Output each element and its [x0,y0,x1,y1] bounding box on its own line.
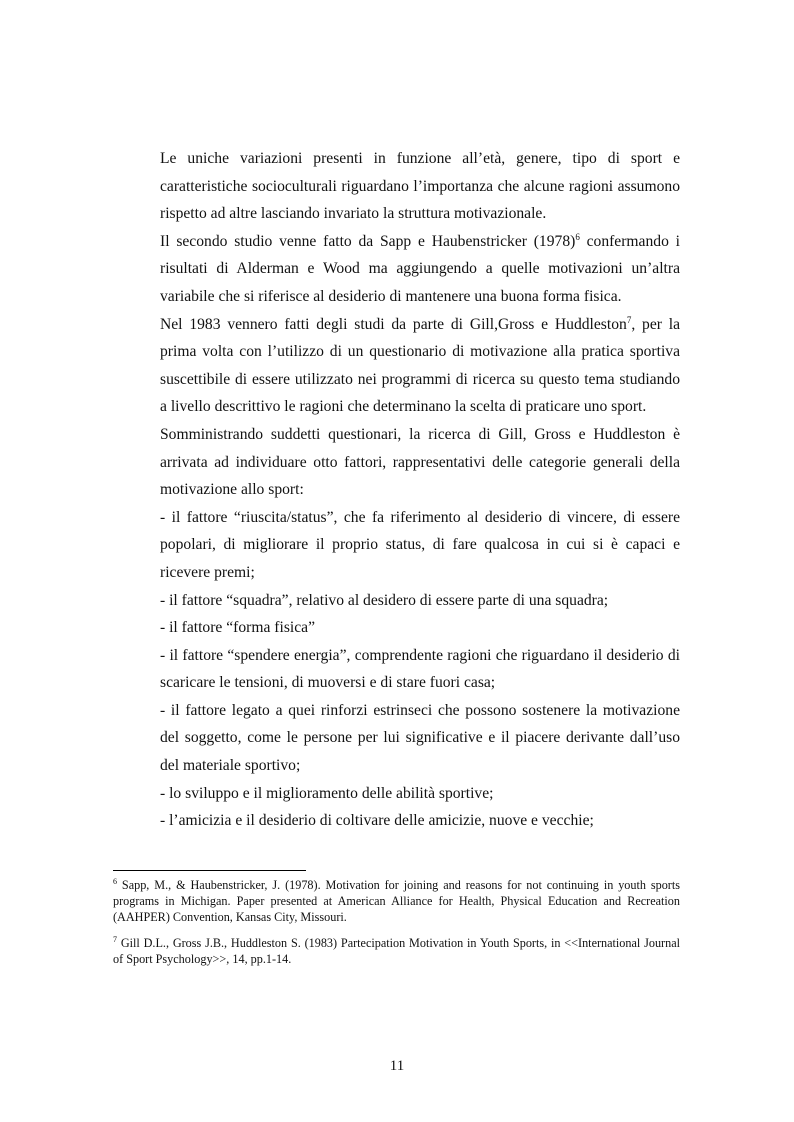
paragraph-text: , per la prima volta con l’utilizzo di un questionario di motivazione alla pratica sportiva suscettibile di essere utilizzato nei programmi di ricerca su questo tema studiando a livello descrittivo le ragioni che determinano la scelta di praticare uno sport. [160,315,680,416]
footnote-text: Sapp, M., & Haubenstricker, J. (1978). Motivation for joining and reasons for not continuing in youth sports programs in Michigan. Paper presented at American Alliance for Health, Physical Education and Recreation (AAHPER) Convention, Kansas City, Missouri. [113,878,680,924]
paragraph-text: confermando i risultati di Alderman e Wood ma aggiungendo a quelle motivazioni un’altra variabile che si riferisce al desiderio di mantenere una buona forma fisica. [160,232,680,305]
footnote-ref-6[interactable]: 6 [575,231,580,242]
page-number: 11 [389,1058,405,1074]
footnote-number: 6 [113,876,117,886]
list-item-extrinsic: - il fattore legato a quei rinforzi estrinseci che possono sostenere la motivazione del soggetto, come le persone per lui significative e il piacere derivante dall’uso del materiale sportivo; [160,701,680,775]
paragraph-variations: Le uniche variazioni presenti in funzione all’età, genere, tipo di sport e caratteristiche socioculturali riguardano l’importanza che alcune ragioni assumono rispetto ad altre lasciando invariato la struttura motivazionale. [160,150,680,223]
footnote-number: 7 [113,934,117,944]
main-text [160,145,680,835]
list-item-status: - il fattore “riuscita/status”, che fa riferimento al desiderio di vincere, di essere popolari, di migliorare il proprio status, di fare qualcosa in cui si è capaci e ricevere premi; [160,508,680,581]
footnote-ref-7[interactable]: 7 [626,314,632,325]
list-item-team: - il fattore “squadra”, relativo al desidero di essere parte di una squadra; [160,591,609,609]
list-item-skills: - lo sviluppo e il miglioramento delle abilità sportive; [160,784,494,802]
paragraph-gill-study [160,311,680,421]
footnote-separator [113,870,306,871]
footnote-text: Gill D.L., Gross J.B., Huddleston S. (1983) Partecipation Motivation in Youth Sports, in <<International Journal of Sport Psychology>>, 14, pp.1-14. [113,936,680,966]
list-item-fitness: - il fattore “forma fisica” [160,619,315,637]
paragraph-text: Nel 1983 vennero fatti degli studi da parte di Gill,Gross e Huddleston [160,315,627,333]
list-item-energy: - il fattore “spendere energia”, comprendente ragioni che riguardano il desiderio di scaricare le tensioni, di muoversi e di stare fuori casa; [160,646,680,692]
paragraph-text: Il secondo studio venne fatto da Sapp e Haubenstricker (1978) [160,232,576,250]
paragraph-questionnaire: Somministrando suddetti questionari, la ricerca di Gill, Gross e Huddleston è arrivata ad individuare otto fattori, rappresentativi delle categorie generali della motivazione allo sport: [160,425,680,499]
list-item-friendship: - l’amicizia e il desiderio di coltivare delle amicizie, nuove e vecchie; [160,812,594,830]
footnote-7 [113,935,680,967]
footnotes [113,877,680,977]
footnote-6 [113,877,680,925]
paragraph-sapp-study [160,228,680,311]
